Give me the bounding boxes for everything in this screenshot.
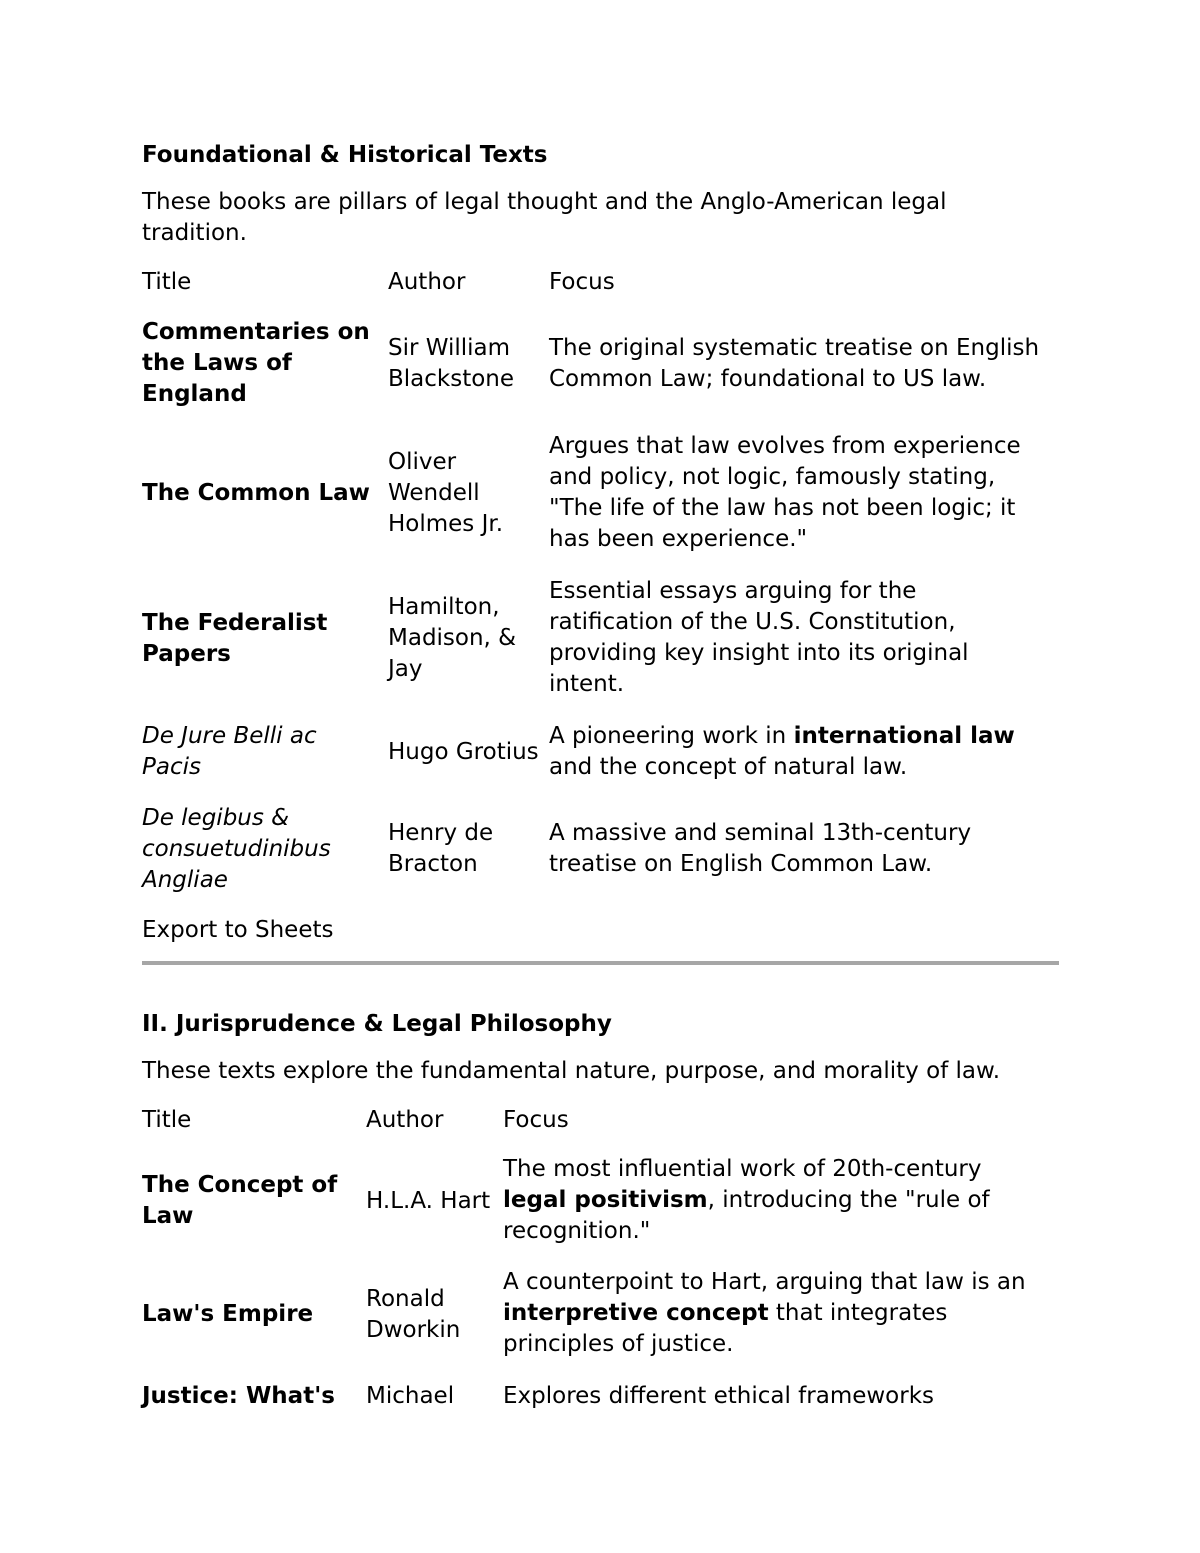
book-focus: Essential essays arguing for the ratification of the U.S. Constitution, providing key insight into its original intent. [549, 578, 969, 697]
book-author: H.L.A. Hart [366, 1188, 491, 1214]
book-focus: Explores different ethical frameworks [503, 1383, 935, 1409]
book-title: Law's Empire [142, 1301, 314, 1327]
book-author: Michael [366, 1383, 455, 1409]
section-intro: These texts explore the fundamental nature, purpose, and morality of law. [142, 1058, 1001, 1084]
book-author: Hugo Grotius [388, 739, 539, 765]
export-to-sheets-link[interactable]: Export to Sheets [142, 917, 334, 943]
book-author: Oliver Wendell Holmes Jr. [388, 449, 504, 537]
book-focus: A counterpoint to Hart, arguing that law is an interpretive concept that integrates principles of justice. [503, 1269, 1026, 1357]
column-header-focus: Focus [549, 269, 615, 295]
column-header-author: Author [366, 1107, 444, 1133]
book-author: Sir William Blackstone [388, 335, 515, 392]
book-author: Hamilton, Madison, & Jay [388, 594, 517, 682]
book-focus: The original systematic treatise on English Common Law; foundational to US law. [549, 335, 1040, 392]
book-title: The Concept of Law [142, 1172, 338, 1229]
section-intro: These books are pillars of legal thought and the Anglo-American legal [142, 189, 947, 215]
column-header-focus: Focus [503, 1107, 569, 1133]
horizontal-divider [142, 961, 1059, 965]
book-focus: Argues that law evolves from experience and policy, not logic, famously stating, "The life of the law has not been logic; it has been experience." [549, 433, 1021, 552]
book-title: Commentaries on the Laws of England [142, 319, 370, 407]
book-focus: A massive and seminal 13th-century treatise on English Common Law. [549, 820, 972, 877]
book-title: The Common Law [142, 480, 370, 506]
column-header-author: Author [388, 269, 466, 295]
book-focus: The most influential work of 20th-century legal positivism, introducing the "rule of recognition." [503, 1156, 990, 1244]
book-author: Henry de Bracton [388, 820, 494, 877]
column-header-title: Title [142, 1107, 192, 1133]
section-heading: II. Jurisprudence & Legal Philosophy [142, 1011, 612, 1037]
book-author: Ronald Dworkin [366, 1286, 461, 1343]
book-title: De legibus & consuetudinibus Angliae [142, 805, 331, 893]
book-title: The Federalist Papers [142, 610, 328, 667]
column-header-title: Title [142, 269, 192, 295]
section-intro: tradition. [142, 220, 247, 246]
book-focus: A pioneering work in international law and the concept of natural law. [549, 723, 1015, 780]
book-title: De Jure Belli ac Pacis [142, 723, 317, 780]
section-heading: Foundational & Historical Texts [142, 142, 548, 168]
book-title: Justice: What's [142, 1383, 335, 1409]
